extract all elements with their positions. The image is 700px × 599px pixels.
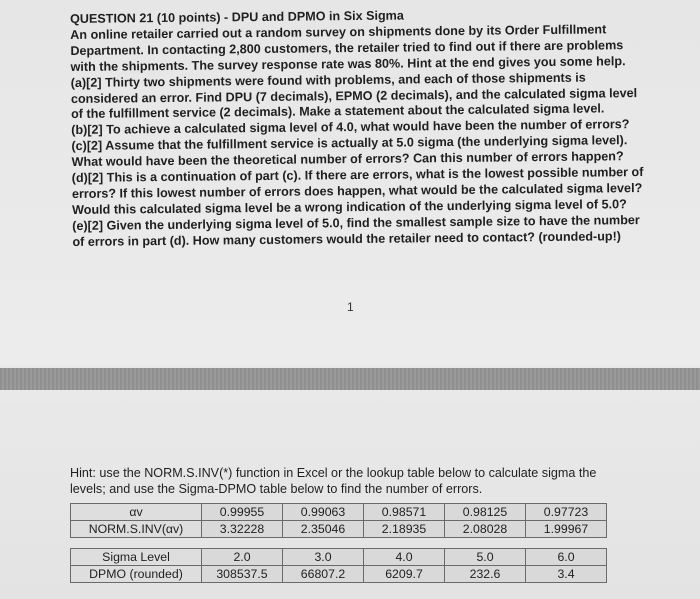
table-cell: 2.18935 <box>364 521 445 538</box>
table-cell: 2.0 <box>202 549 283 566</box>
table-cell: 0.98571 <box>364 504 445 521</box>
table-cell: DPMO (rounded) <box>71 566 202 583</box>
question-line: considered an error. Find DPU (7 decimals), EPMO (2 decimals), and the calculated sigma level <box>70 85 638 106</box>
question-line: An online retailer carried out a random survey on shipments done by its Order Fulfillment <box>70 22 607 42</box>
table-cell: 0.99955 <box>202 504 283 521</box>
question-line: of errors in part (d). How many customers would the retailer need to contact? (rounded-up!) <box>72 228 622 249</box>
question-line: (e)[2] Given the underlying sigma level of 5.0, find the smallest sample size to have the number <box>72 212 640 233</box>
page-divider <box>0 368 700 390</box>
table-row <box>71 566 607 583</box>
table-cell: αv <box>71 504 202 521</box>
question-line: (d)[2] This is a continuation of part (c). If there are errors, what is the lowest possible number of <box>71 165 644 186</box>
table-cell: 66807.2 <box>283 566 364 583</box>
table-cell: 4.0 <box>364 549 445 566</box>
table-row <box>71 521 607 538</box>
table-row <box>71 504 607 521</box>
hint-line: Hint: use the NORM.S.INV(*) function in Excel or the lookup table below to calculate sigma the <box>70 466 597 480</box>
norm-inv-table <box>70 503 607 538</box>
table-row <box>71 549 607 566</box>
table-cell: 1.99967 <box>526 521 607 538</box>
table-cell: 232.6 <box>445 566 526 583</box>
table-cell: 0.97723 <box>526 504 607 521</box>
table-cell: 3.4 <box>526 566 607 583</box>
hint-line: levels; and use the Sigma-DPMO table below to find the number of errors. <box>70 481 483 496</box>
table-cell: 3.0 <box>283 549 364 566</box>
table-cell: 0.99063 <box>283 504 364 521</box>
table-cell: 0.98125 <box>445 504 526 521</box>
hint-block <box>70 466 640 498</box>
table-cell: 6.0 <box>526 549 607 566</box>
question-title: QUESTION 21 (10 points) - DPU and DPMO in Six Sigma <box>70 8 404 26</box>
question-line: Department. In contacting 2,800 customers, the retailer tried to find out if there are problems <box>70 38 624 58</box>
question-block <box>70 6 662 251</box>
page-number: 1 <box>347 300 354 314</box>
table-cell: NORM.S.INV(αv) <box>71 521 202 538</box>
table-cell: 3.32228 <box>202 521 283 538</box>
table-cell: 308537.5 <box>202 566 283 583</box>
table-cell: 2.08028 <box>445 521 526 538</box>
table-cell: 6209.7 <box>364 566 445 583</box>
question-line: of the fulfillment service (2 decimals). Make a statement about the calculated sigma level. <box>70 101 605 122</box>
question-line: What would have been the theoretical number of errors? Can this number of errors happen? <box>71 149 624 170</box>
question-line: Would this calculated sigma level be a wrong indication of the underlying sigma level of 5.0? <box>71 197 627 217</box>
table-cell: 2.35046 <box>283 521 364 538</box>
question-line: (a)[2] Thirty two shipments were found with problems, and each of those shipments is <box>70 70 586 90</box>
table-cell: Sigma Level <box>71 549 202 566</box>
question-line: (b)[2] To achieve a calculated sigma level of 4.0, what would have been the number of errors? <box>71 117 630 138</box>
table-cell: 5.0 <box>445 549 526 566</box>
question-line: with the shipments. The survey response rate was 80%. Hint at the end gives you some help. <box>70 53 626 74</box>
question-line: (c)[2] Assume that the fulfillment service is actually at 5.0 sigma (the underlying sigma level). <box>71 133 628 154</box>
question-line: errors? If this lowest number of errors does happen, what would be the calculated sigma level? <box>71 180 643 201</box>
sigma-dpmo-table <box>70 548 607 583</box>
